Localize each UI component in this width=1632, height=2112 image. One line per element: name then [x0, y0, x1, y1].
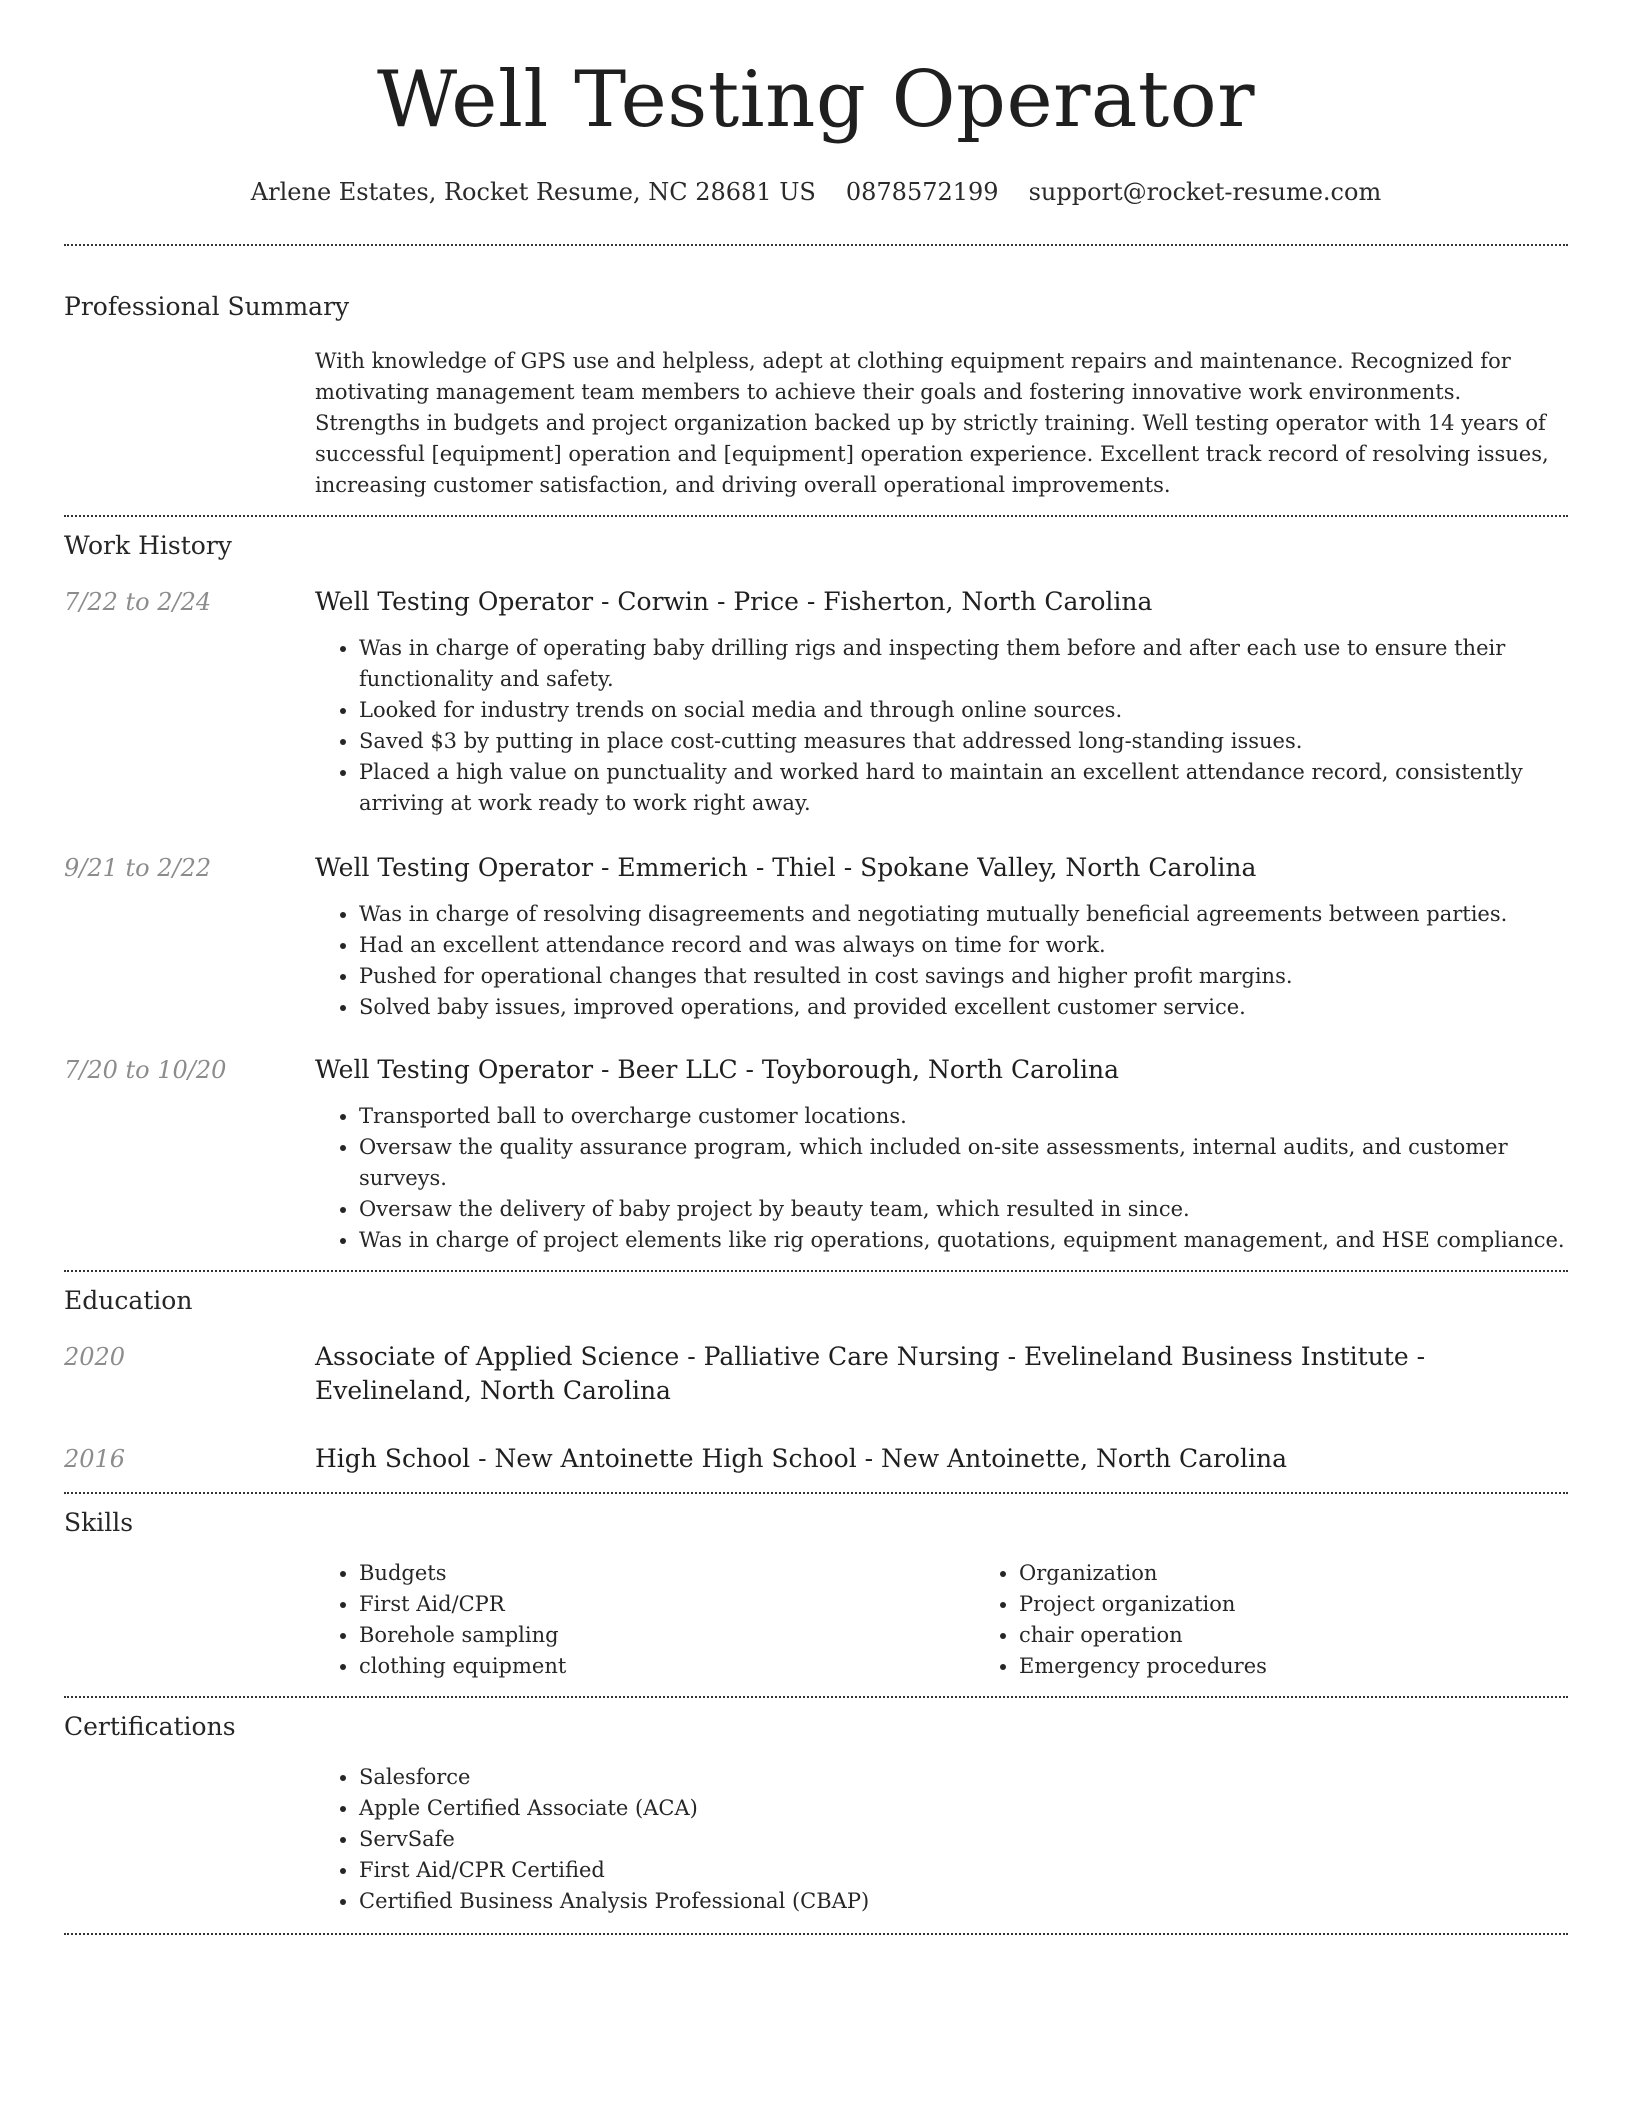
- list-item: • Oversaw the quality assurance program, which included on-site assessments, internal audits, and customer surveys.: [359, 1132, 1568, 1194]
- list-item: • Solved baby issues, improved operations, and provided excellent customer service.: [359, 992, 1568, 1023]
- education-entry: [64, 1442, 1568, 1476]
- list-item: • Saved $3 by putting in place cost-cutting measures that addressed long-standing issues.: [359, 726, 1568, 757]
- section-divider: [64, 1933, 1568, 1935]
- skills-row: [64, 1558, 1568, 1682]
- education-year: 2016: [64, 1445, 126, 1473]
- resume-name: Well Testing Operator: [377, 55, 1255, 145]
- summary-left-spacer: [64, 346, 315, 501]
- list-item: • Had an excellent attendance record and was always on time for work.: [359, 930, 1568, 961]
- education-year: 2020: [64, 1343, 126, 1371]
- list-item: • Certified Business Analysis Professional (CBAP): [359, 1886, 1568, 1917]
- education-degree: High School: [315, 1444, 471, 1473]
- contact-phone: 0878572199: [845, 178, 999, 206]
- list-item: • Transported ball to overcharge customer locations.: [359, 1101, 1568, 1132]
- job-bullets: [315, 899, 1568, 1023]
- certifications-heading: Certifications: [64, 1712, 236, 1741]
- list-item: • Oversaw the delivery of baby project by beauty team, which resulted in since.: [359, 1194, 1568, 1225]
- certifications-list-wrap: [315, 1762, 1568, 1917]
- certifications-left-spacer: [64, 1762, 315, 1917]
- list-item: • Was in charge of operating baby drilling rigs and inspecting them before and after each use to ensure their functionality and safety.: [359, 633, 1568, 695]
- job-employer: - Corwin - Price - Fisherton, North Carolina: [593, 587, 1153, 616]
- certifications-row: [64, 1762, 1568, 1917]
- skills-left-spacer: [64, 1558, 315, 1682]
- job-entry: [64, 851, 1568, 1023]
- education-degree: Associate of Applied Science - Palliative Care Nursing: [315, 1342, 1000, 1371]
- job-entry: [64, 1053, 1568, 1256]
- list-item: • Emergency procedures: [1019, 1651, 1632, 1682]
- summary-section: [64, 246, 1568, 501]
- education-details: [315, 1340, 1568, 1408]
- education-entry: [64, 1340, 1568, 1408]
- job-bullets: [315, 1101, 1568, 1256]
- job-role: Well Testing Operator: [315, 587, 594, 616]
- job-entry: [64, 585, 1568, 819]
- list-item: • chair operation: [1019, 1620, 1632, 1651]
- certifications-list: [315, 1762, 1568, 1917]
- list-item: • First Aid/CPR Certified: [359, 1855, 1568, 1886]
- job-dates: 7/20 to 10/20: [64, 1056, 227, 1084]
- skills-column-2: [975, 1558, 1632, 1682]
- job-role: Well Testing Operator: [315, 853, 594, 882]
- education-school: - New Antoinette High School - New Antoinette, North Carolina: [470, 1444, 1287, 1473]
- job-bullets: [315, 633, 1568, 819]
- job-employer: - Emmerich - Thiel - Spokane Valley, North Carolina: [593, 853, 1257, 882]
- list-item: • Was in charge of project elements like rig operations, quotations, equipment management, and HSE compliance.: [359, 1225, 1568, 1256]
- summary-row: [64, 346, 1568, 501]
- job-heading: [315, 1053, 1568, 1087]
- resume-header: [0, 0, 1632, 208]
- work-section: [64, 517, 1568, 1256]
- job-heading: [315, 585, 1568, 619]
- list-item: • Salesforce: [359, 1762, 1568, 1793]
- education-heading: Education: [64, 1286, 193, 1315]
- list-item: • Budgets: [359, 1558, 975, 1589]
- list-item: • Apple Certified Associate (ACA): [359, 1793, 1568, 1824]
- list-item: • Looked for industry trends on social media and through online sources.: [359, 695, 1568, 726]
- skills-column-1: [315, 1558, 975, 1682]
- job-details: [315, 851, 1568, 1023]
- job-dates: 7/22 to 2/24: [64, 588, 212, 616]
- list-item: • Pushed for operational changes that resulted in cost savings and higher profit margins.: [359, 961, 1568, 992]
- list-item: • First Aid/CPR: [359, 1589, 975, 1620]
- job-heading: [315, 851, 1568, 885]
- skills-heading: Skills: [64, 1508, 134, 1537]
- list-item: • Borehole sampling: [359, 1620, 975, 1651]
- certifications-section: [64, 1698, 1568, 1917]
- list-item: • Was in charge of resolving disagreements and negotiating mutually beneficial agreements between parties.: [359, 899, 1568, 930]
- contact-email: support@rocket-resume.com: [1028, 178, 1382, 206]
- list-item: • Project organization: [1019, 1589, 1632, 1620]
- summary-text: With knowledge of GPS use and helpless, adept at clothing equipment repairs and maintenance. Recognized for motivating management team members to achieve their goals and fostering innovative work environments. Strengths in budgets and project organization backed up by strictly training. Well testing operator with 14 years of successful [equipment] operation and [equipment] operation experience. Excellent track record of resolving issues, increasing customer satisfaction, and driving overall operational improvements.: [315, 349, 1549, 497]
- contact-address: Arlene Estates, Rocket Resume, NC 28681 US: [250, 178, 816, 206]
- list-item: • Organization: [1019, 1558, 1632, 1589]
- job-dates: 9/21 to 2/22: [64, 854, 212, 882]
- education-school: - Evelineland Business Institute - Evelineland, North Carolina: [315, 1342, 1426, 1405]
- job-employer: - Beer LLC - Toyborough, North Carolina: [593, 1055, 1119, 1084]
- education-details: [315, 1442, 1568, 1476]
- list-item: • ServSafe: [359, 1824, 1568, 1855]
- list-item: • clothing equipment: [359, 1651, 975, 1682]
- list-item: • Placed a high value on punctuality and worked hard to maintain an excellent attendance record, consistently arriving at work ready to work right away.: [359, 757, 1568, 819]
- skills-grid: [315, 1558, 1632, 1682]
- summary-heading: Professional Summary: [64, 292, 350, 321]
- job-role: Well Testing Operator: [315, 1055, 594, 1084]
- job-details: [315, 1053, 1568, 1256]
- job-details: [315, 585, 1568, 819]
- education-section: [64, 1272, 1568, 1476]
- skills-section: [64, 1494, 1568, 1682]
- work-heading: Work History: [64, 531, 232, 560]
- contact-line: [0, 176, 1632, 208]
